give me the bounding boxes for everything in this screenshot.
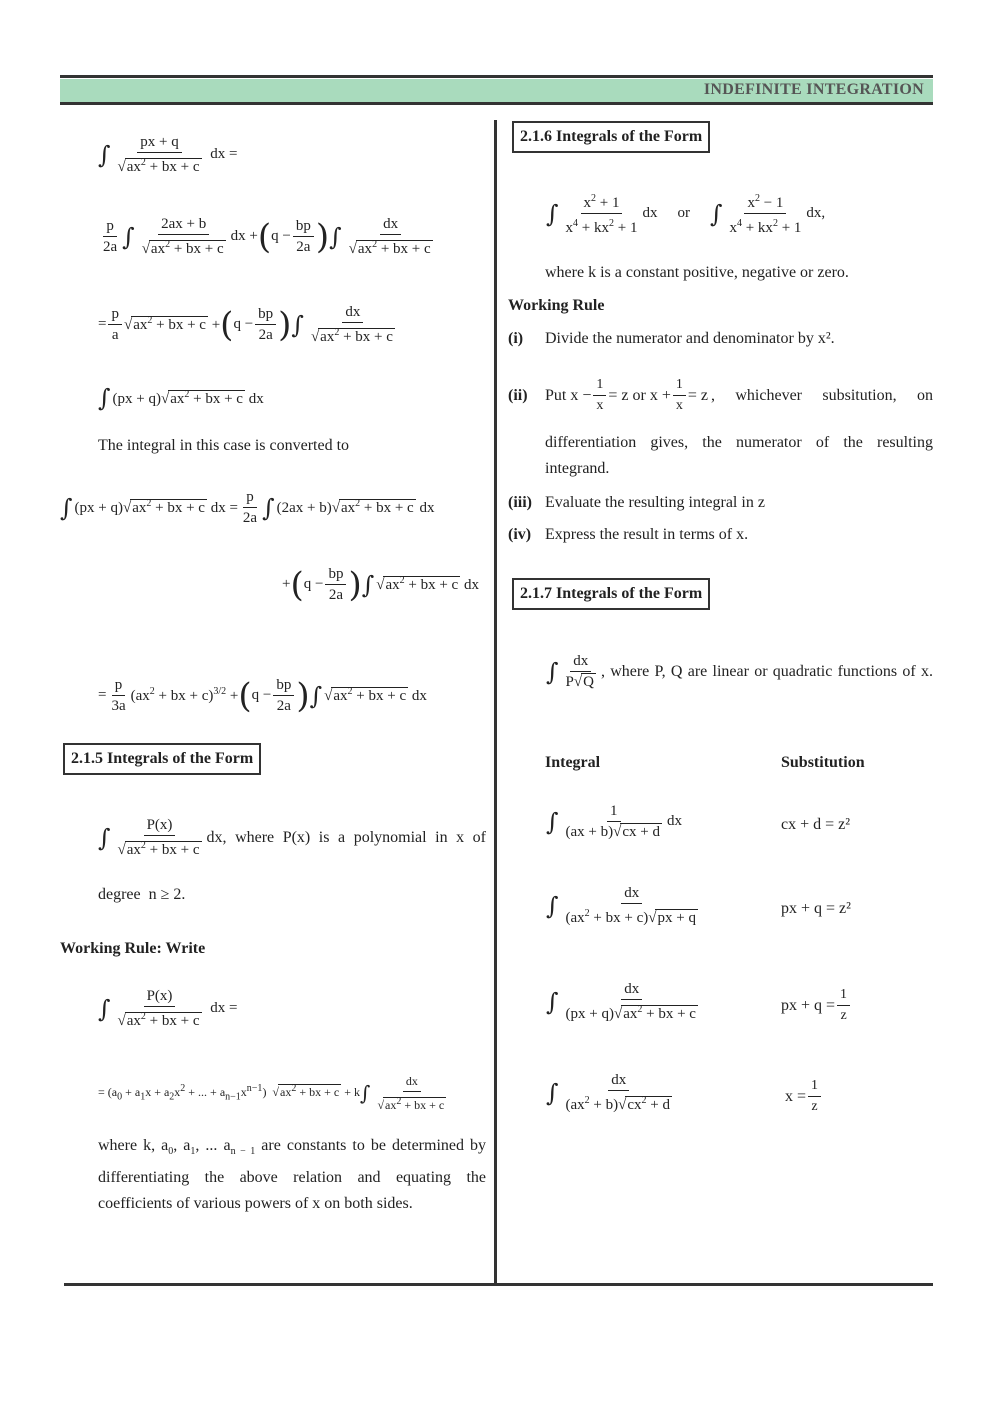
equation-2-1-6: ∫ $\frac{x^2 + 1}{x^4 + kx^2 + 1}$ dx or ∫ $\frac{x^2 - 1}{x^4 + kx^2 + 1}$ dx, (546, 190, 825, 237)
where-k-text: where k is a constant positive, negative or zero. (545, 264, 849, 281)
step-i (508, 326, 835, 352)
constants-prefix: where k, a (98, 1137, 169, 1154)
degree-condition: n ≥ 2. (148, 886, 186, 903)
table-integral-2: ∫ $\frac{dx}{(ax^2 + bx + c)√px + q}$ (546, 885, 696, 926)
equation-8: ∫ $\frac{P(x)}{√ax^2 + bx + c}$ dx, where P(x) is a polynomial in x of (98, 817, 487, 858)
case-intro: The integral in this case is converted to (98, 437, 350, 454)
equation-7: = $\frac{p}{3a}$ ($ax^2$ + bx + c)$^{3/2}$ + ( q − $\frac{bp}{2a}$ ) ∫ $√ax^2$ + bx + c dx (98, 675, 427, 716)
step-i-label: (i) (508, 330, 524, 347)
header-rule-bottom (60, 102, 933, 105)
table-integral-3: ∫ $\frac{dx}{(px + q)√ax^2 + bx + c}$ (546, 981, 696, 1022)
table-substitution-1: cx + d = z² (781, 816, 851, 833)
equation-6: + ( q − $\frac{bp}{2a}$ ) ∫ $√ax^2$ + bx + c dx (282, 564, 479, 605)
table-substitution-4-text: x = (785, 1087, 807, 1105)
section-heading-2-1-7: 2.1.7 Integrals of the Form (512, 578, 710, 610)
equation-10: = ($a_0 + a_1x + a_2x^2$ + ... + $a_{n-1}x^{n-1}$) $√ax^2$ + bx + c + k ∫ $\frac{dx}{√ax^2 + bx + c}$ (98, 1074, 445, 1112)
column-divider (494, 120, 497, 1285)
constants-paragraph: where k, $a_0$, $a_1$, ... $a_{n - 1}$ are constants to be determined by differentiating the above relation and equating the coefficients of various powers of x on both sides. (98, 1137, 487, 1213)
table-integral-1: ∫ $\frac{1}{(ax + b)√cx + d}$ dx (546, 803, 682, 840)
step-iv (508, 522, 748, 548)
table-integral-4: ∫ $\frac{dx}{(ax^2 + b)√cx^2 + d}$ (546, 1072, 670, 1113)
step-i-text: Divide the numerator and denominator by x². (545, 330, 835, 347)
header-rule-top (60, 75, 933, 78)
pq-text: , where P, Q are linear or quadratic functions of x. (600, 662, 933, 680)
section-heading-2-1-6: 2.1.6 Integrals of the Form (512, 121, 710, 153)
column-header-substitution: Substitution (781, 754, 865, 771)
equation-4: ∫ $(px + q)√ax^2$ + bx + c dx (98, 384, 264, 412)
step-iv-label: (iv) (508, 526, 532, 543)
equation-1: ∫ $\frac{px + q}{√ax^2 + bx + c}$ dx = (98, 134, 238, 175)
equation-9: ∫ $\frac{P(x)}{√ax^2 + bx + c}$ dx = (98, 988, 238, 1029)
constants-text: are constants to be determined by differentiating the above relation and equating the coefficients of various powers of x on both sides. (98, 1137, 487, 1213)
equation-2-1-7: ∫ $\frac{dx}{P√Q}$ , where P, Q are linear or quadratic functions of x. (546, 653, 933, 690)
step-iv-text: Express the result in terms of x. (545, 526, 749, 543)
step-ii-continuation: differentiation gives, the numerator of the resulting integrand. (545, 434, 933, 477)
equation-5: ∫ $(px + q)√ax^2$ + bx + c dx = $\frac{p}{2a}$ ∫ $(2ax + b)√ax^2$ + bx + c dx (60, 489, 435, 526)
table-substitution-4: x = $\frac{1}{z}$ (785, 1077, 823, 1116)
column-header-integral: Integral (545, 754, 601, 771)
table-substitution-2: px + q = z² (781, 900, 851, 917)
degree-line (98, 882, 185, 908)
or-word: or (677, 205, 690, 221)
step-ii-or: or (632, 386, 646, 404)
step-ii-label: (ii) (508, 386, 528, 404)
table-substitution-3: px + q = $\frac{1}{z}$ (781, 986, 852, 1025)
section-heading-2-1-5: 2.1.5 Integrals of the Form (63, 743, 261, 775)
table-substitution-3-text: px + q = (781, 996, 836, 1014)
equation-3: = $\frac{p}{a}$ $√ax^2$ + bx + c + ( q − $\frac{bp}{2a}$ ) ∫ $\frac{dx}{√ax^2 + bx + c}$ (98, 304, 393, 345)
step-ii-tail: , whichever subsitution, on (710, 386, 933, 404)
step-ii-put: Put (545, 386, 567, 404)
polynomial-text: where P(x) is a polynomial in x of (235, 828, 487, 846)
step-iii (508, 490, 765, 516)
equation-2: $\frac{p}{2a}$ ∫ $\frac{2ax + b}{√ax^2 + bx + c}$ dx + ( q − $\frac{bp}{2a}$ ) ∫ $\frac{dx}{√ax^2 + bx + c}$ (103, 216, 431, 257)
step-ii: (ii) Put x − $\frac{1}{x}$ = z or x + $\frac{1}{x}$ = z , whichever subsitution, on (508, 377, 933, 413)
step-iii-text: Evaluate the resulting integral in z (545, 494, 765, 511)
working-rule-write: Working Rule: Write (60, 940, 206, 957)
degree-label: degree (98, 886, 141, 903)
step-iii-label: (iii) (508, 494, 532, 511)
page-title: INDEFINITE INTEGRATION (703, 81, 924, 98)
footer-rule (64, 1283, 933, 1286)
working-rule: Working Rule (508, 297, 605, 314)
